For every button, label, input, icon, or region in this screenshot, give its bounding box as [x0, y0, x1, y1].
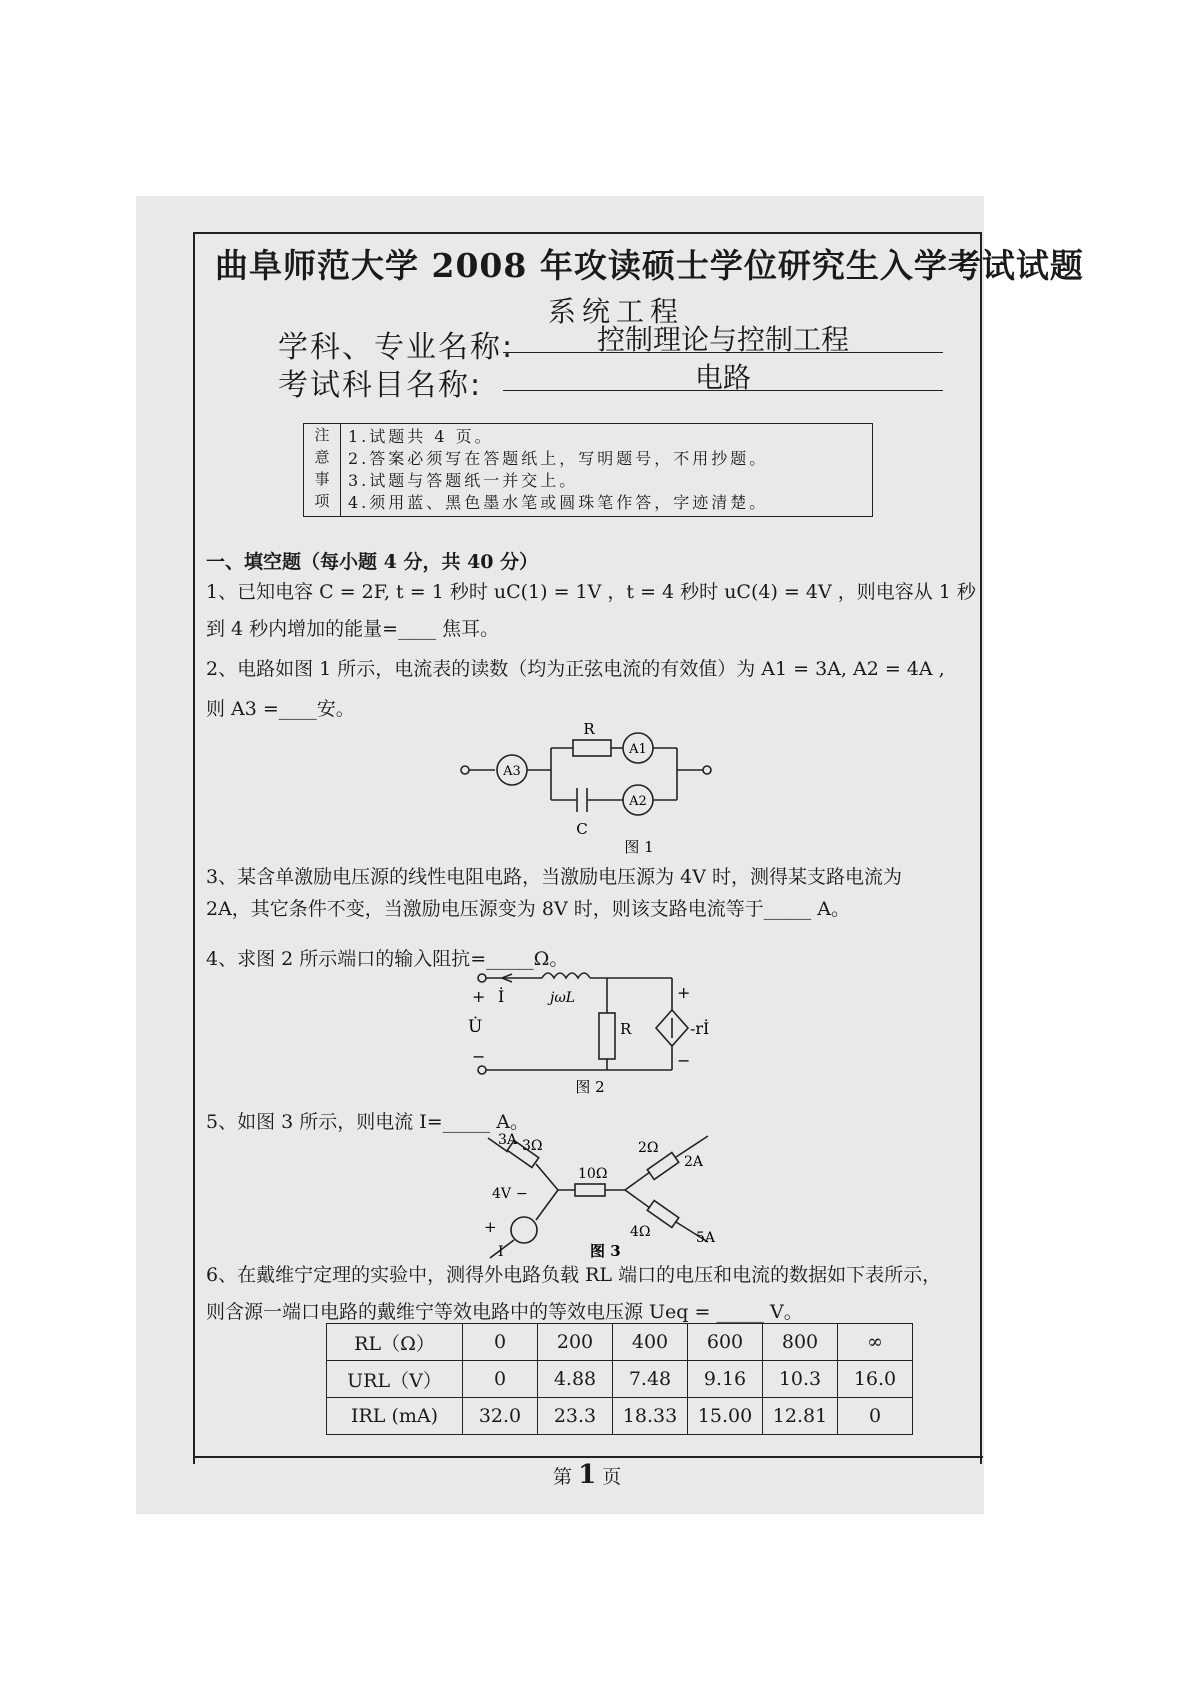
- major-value: 控制理论与控制工程: [503, 318, 943, 353]
- handwritten-note: 系统工程: [548, 295, 685, 328]
- question-6-line2: 则含源一端口电路的戴维宁等效电路中的等效电压源 Ueq = _____ V。: [206, 1301, 803, 1323]
- table-cell: 16.0: [838, 1361, 913, 1398]
- notes-side-label: [304, 424, 341, 516]
- table-cell: 4.88: [538, 1361, 613, 1398]
- exam-title: 曲阜师范大学 2008 年攻读硕士学位研究生入学考试试题: [215, 246, 1084, 285]
- section-heading: 一、填空题（每小题 4 分，共 40 分）: [206, 551, 539, 573]
- question-4-line1: 4、求图 2 所示端口的输入阻抗=_____Ω。: [206, 948, 569, 970]
- figure-1-circuit: [455, 718, 725, 856]
- subject-value: 电路: [503, 356, 943, 391]
- table-cell: 15.00: [688, 1398, 763, 1435]
- table-cell: 32.0: [463, 1398, 538, 1435]
- table-cell: 9.16: [688, 1361, 763, 1398]
- notes-list: [348, 426, 768, 514]
- ammeter-a3-label: A3: [503, 764, 521, 779]
- question-2-line2: 则 A3 =____安。: [206, 698, 355, 720]
- notes-box: [303, 423, 873, 517]
- port-plus-sign: +: [472, 987, 486, 1006]
- notes-side-char: 项: [314, 492, 330, 510]
- voltage-u-label: U̇: [468, 1017, 483, 1037]
- resistor-3-ohm-label: 3Ω: [522, 1138, 543, 1154]
- figure-3-circuit: [470, 1132, 740, 1262]
- thevenin-data-table: [326, 1323, 913, 1435]
- table-cell: 600: [688, 1324, 763, 1361]
- inductor-label: jωL: [550, 990, 576, 1006]
- figure-2-circuit: [462, 968, 722, 1096]
- figure-3-caption: 图 3: [590, 1242, 621, 1260]
- question-1-line2: 到 4 秒内增加的能量=____ 焦耳。: [206, 618, 500, 640]
- notes-side-char: 注: [314, 426, 330, 444]
- page-prefix: 第: [553, 1466, 573, 1488]
- subject-label: 考试科目名称:: [278, 368, 483, 403]
- notes-side-char: 意: [314, 448, 330, 466]
- table-row: [327, 1324, 913, 1361]
- table-cell: IRL (mA): [327, 1398, 463, 1435]
- table-cell: 18.33: [613, 1398, 688, 1435]
- voltage-4v-label: 4V: [492, 1186, 512, 1202]
- question-3-line1: 3、某含单激励电压源的线性电阻电路，当激励电压源为 4V 时，测得某支路电流为: [206, 866, 902, 888]
- notes-item: 4.须用蓝、黑色墨水笔或圆珠笔作答，字迹清楚。: [348, 493, 769, 512]
- page-number: [553, 1460, 621, 1490]
- notes-item: 3.试题与答题纸一并交上。: [348, 471, 579, 490]
- figure-2-caption: 图 2: [575, 1078, 605, 1096]
- question-6-line1: 6、在戴维宁定理的实验中，测得外电路负载 RL 端口的电压和电流的数据如下表所示，: [206, 1264, 942, 1286]
- table-cell: 0: [463, 1324, 538, 1361]
- source-plus-sign: +: [677, 983, 691, 1002]
- current-2a-label: 2A: [684, 1154, 704, 1170]
- table-cell: 800: [763, 1324, 838, 1361]
- dependent-source-label: -rİ: [690, 1019, 710, 1038]
- source-plus-sign: +: [484, 1218, 497, 1236]
- page-value: 1: [578, 1460, 597, 1490]
- major-label: 学科、专业名称:: [278, 330, 515, 365]
- table-row: [327, 1398, 913, 1435]
- table-cell: RL（Ω）: [327, 1324, 463, 1361]
- figure-1-caption: 图 1: [624, 838, 654, 856]
- table-cell: 0: [463, 1361, 538, 1398]
- table-cell: 0: [838, 1398, 913, 1435]
- table-cell: 23.3: [538, 1398, 613, 1435]
- source-minus-sign: −: [516, 1186, 528, 1202]
- source-minus-sign: −: [677, 1051, 691, 1070]
- table-cell: 7.48: [613, 1361, 688, 1398]
- table-cell: 400: [613, 1324, 688, 1361]
- notes-item: 1.试题共 4 页。: [348, 427, 494, 446]
- port-minus-sign: −: [472, 1047, 486, 1066]
- resistor-label: R: [583, 720, 595, 738]
- question-1-line1: 1、已知电容 C = 2F, t = 1 秒时 uC(1) = 1V ，t = 4 秒时 uC(4) = 4V ，则电容从 1 秒: [206, 581, 976, 603]
- bottom-rule: [193, 1456, 983, 1458]
- question-2-line1: 2、电路如图 1 所示，电流表的读数（均为正弦电流的有效值）为 A1 = 3A, A2 = 4A ,: [206, 658, 945, 680]
- current-i-label: I: [498, 1244, 504, 1260]
- notes-side-char: 事: [314, 470, 330, 488]
- table-cell: 10.3: [763, 1361, 838, 1398]
- resistor-4-ohm-label: 4Ω: [630, 1224, 651, 1240]
- table-cell: URL（V）: [327, 1361, 463, 1398]
- page-suffix: 页: [602, 1466, 622, 1488]
- current-5a-label: 5A: [696, 1230, 716, 1246]
- resistor-10-ohm-label: 10Ω: [578, 1166, 608, 1182]
- current-3a-label: 3A: [498, 1132, 518, 1148]
- table-cell: 200: [538, 1324, 613, 1361]
- ammeter-a1-label: A1: [629, 742, 647, 757]
- question-3-line2: 2A，其它条件不变，当激励电压源变为 8V 时，则该支路电流等于_____ A。: [206, 898, 850, 920]
- table-cell: 12.81: [763, 1398, 838, 1435]
- question-5-line1: 5、如图 3 所示，则电流 I=_____ A。: [206, 1111, 529, 1133]
- current-i-label: İ: [498, 987, 505, 1006]
- resistor-2-ohm-label: 2Ω: [638, 1140, 659, 1156]
- capacitor-label: C: [576, 820, 588, 838]
- ammeter-a2-label: A2: [629, 794, 647, 809]
- table-row: [327, 1361, 913, 1398]
- table-cell: ∞: [838, 1324, 913, 1361]
- notes-item: 2.答案必须写在答题纸上，写明题号，不用抄题。: [348, 449, 769, 468]
- resistor-label: R: [620, 1020, 632, 1038]
